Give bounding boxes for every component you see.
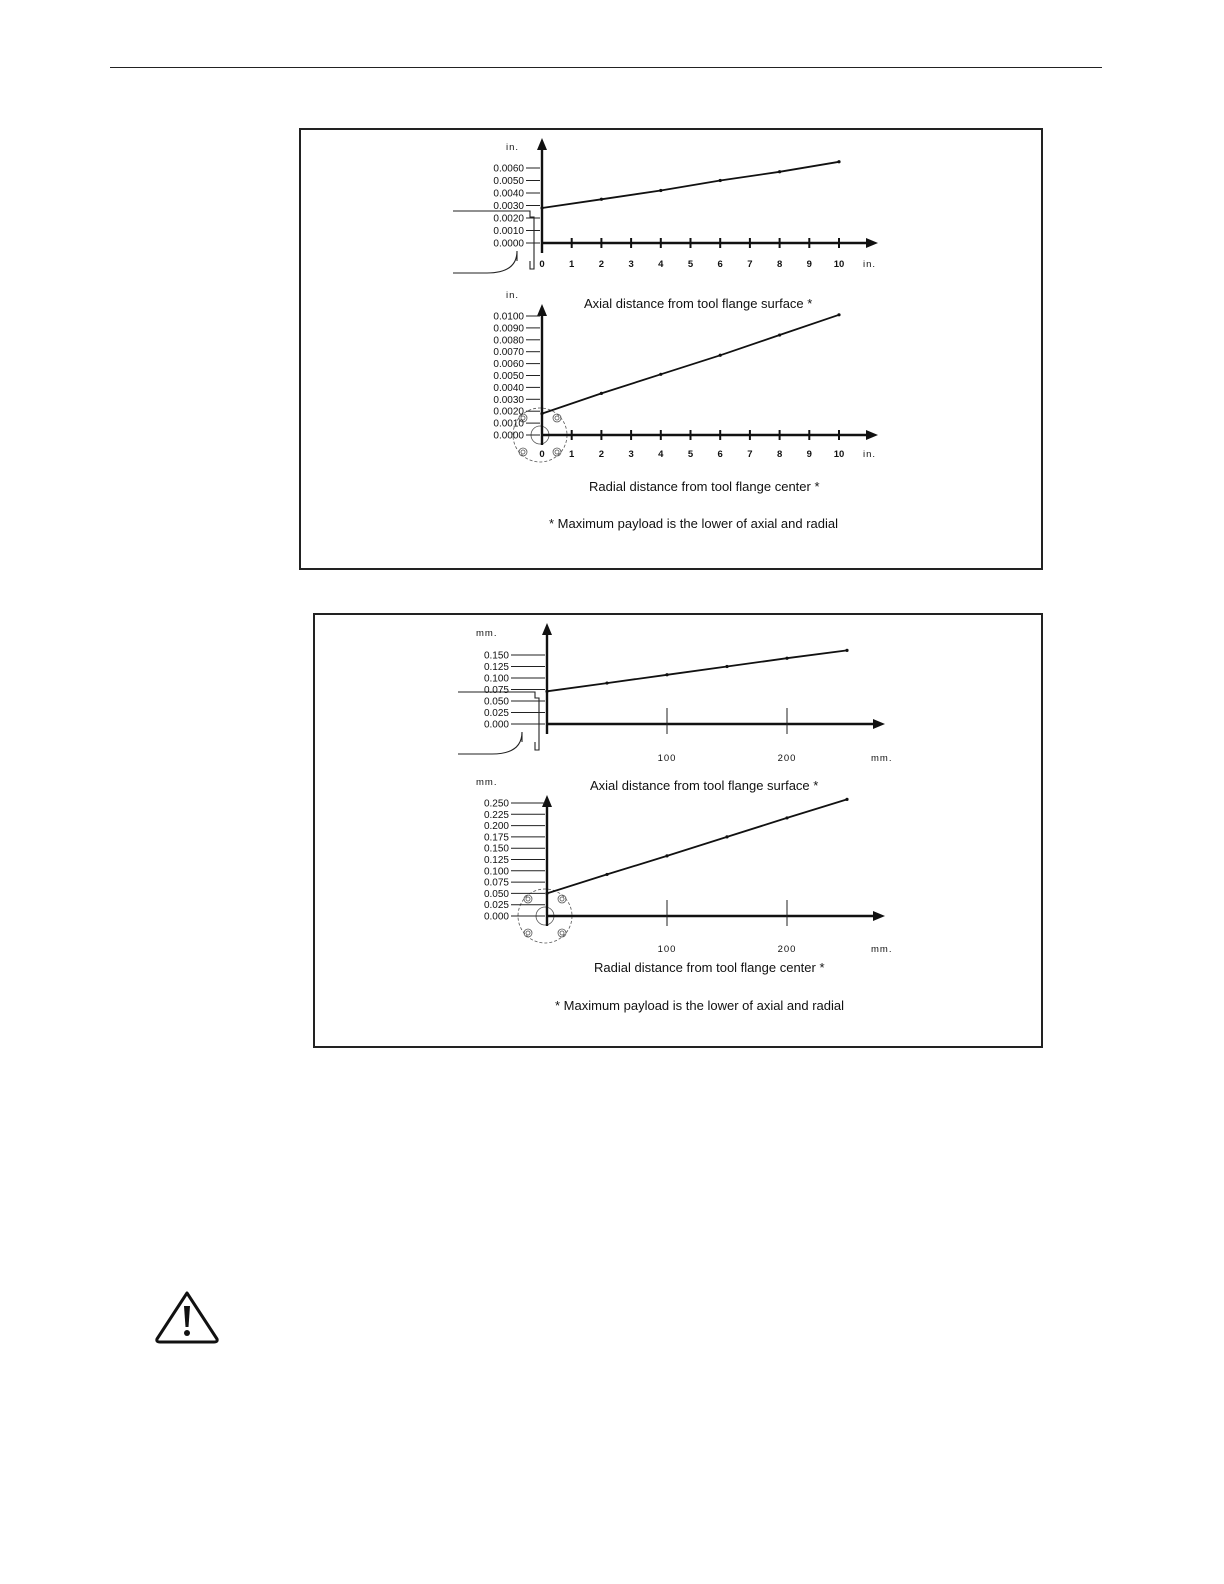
y-tick-label: 0.125 — [483, 662, 509, 673]
x-tick-label: 10 — [833, 449, 845, 460]
y-tick-label: 0.0090 — [493, 323, 524, 335]
x-tick-label: 8 — [776, 449, 783, 460]
x-tick-label: 2 — [598, 259, 605, 270]
x-axis-title: Radial distance from tool flange center * — [589, 479, 820, 494]
flange-bolt-hole — [553, 448, 561, 456]
x-tick-label: 4 — [658, 449, 664, 460]
y-tick-label: 0.100 — [483, 673, 509, 685]
series-point — [659, 373, 662, 376]
series-point — [540, 206, 543, 209]
x-axis-arrow — [866, 430, 878, 440]
y-tick-label: 0.225 — [483, 809, 509, 821]
x-tick-label: 6 — [717, 449, 723, 460]
y-tick-label: 0.0050 — [493, 176, 524, 187]
x-axis-arrow — [873, 719, 885, 729]
y-unit-label: mm. — [476, 777, 498, 788]
x-tick-label: 8 — [776, 259, 783, 270]
series-point — [845, 798, 848, 801]
y-tick-label: 0.000 — [483, 719, 509, 731]
flange-bolt-hole-inner — [560, 931, 564, 935]
x-axis-title: Axial distance from tool flange surface * — [590, 778, 819, 793]
series-point — [785, 657, 788, 660]
x-unit-label: mm. — [871, 944, 893, 955]
series-point — [665, 673, 668, 676]
y-tick-label: 0.0020 — [493, 406, 524, 418]
y-tick-label: 0.0070 — [493, 347, 524, 359]
series-point — [725, 835, 728, 838]
flange-bolt-hole-inner — [560, 897, 564, 901]
x-tick-label: 2 — [598, 449, 605, 460]
series-point — [719, 354, 722, 357]
x-tick-label: 6 — [717, 259, 723, 270]
y-tick-label: 0.0050 — [493, 371, 524, 382]
y-tick-label: 0.0030 — [493, 201, 524, 212]
footnote-inch: * Maximum payload is the lower of axial and radial — [549, 516, 839, 531]
y-tick-label: 0.0040 — [493, 188, 524, 200]
series-line — [542, 162, 839, 208]
flange-bolt-hole — [558, 929, 566, 937]
flange-fillet — [453, 251, 517, 273]
figure-metric — [313, 613, 1043, 1048]
x-tick-label: 9 — [806, 449, 812, 460]
x-tick-label: 7 — [747, 259, 753, 270]
x-tick-label: 10 — [833, 259, 845, 270]
chart-radial-mm — [476, 777, 892, 975]
chart-axial-in — [453, 138, 878, 311]
y-tick-label: 0.0000 — [493, 238, 524, 250]
x-tick-label: 100 — [657, 944, 677, 955]
y-tick-label: 0.075 — [483, 877, 509, 889]
series-point — [778, 333, 781, 336]
y-tick-label: 0.025 — [483, 708, 509, 719]
y-tick-label: 0.000 — [483, 911, 509, 923]
chart-axial-mm — [458, 623, 892, 793]
x-tick-label: 200 — [777, 944, 797, 955]
series-point — [725, 665, 728, 668]
x-unit-label: mm. — [871, 753, 893, 764]
y-tick-label: 0.0030 — [493, 394, 524, 406]
flange-bolt-hole-inner — [555, 450, 559, 454]
y-tick-label: 0.0010 — [493, 418, 524, 430]
flange-bolt-hole — [558, 895, 566, 903]
flange-bolt-hole-inner — [555, 416, 559, 420]
figure-inch — [299, 128, 1043, 570]
x-tick-label: 3 — [628, 449, 634, 460]
x-tick-label: 0 — [539, 449, 545, 460]
flange-bolt-hole — [519, 448, 527, 456]
series-point — [845, 649, 848, 652]
x-tick-label: 1 — [569, 449, 575, 460]
y-tick-label: 0.0100 — [493, 311, 524, 323]
y-tick-label: 0.0000 — [493, 430, 524, 442]
y-tick-label: 0.0060 — [493, 163, 524, 175]
x-tick-label: 5 — [687, 449, 694, 460]
y-tick-label: 0.075 — [483, 685, 509, 696]
y-tick-label: 0.150 — [483, 843, 509, 855]
footnote-metric: * Maximum payload is the lower of axial and radial — [555, 998, 845, 1013]
y-axis-arrow — [542, 795, 552, 807]
y-tick-label: 0.0060 — [493, 359, 524, 371]
y-tick-label: 0.250 — [483, 798, 509, 810]
x-unit-label: in. — [863, 259, 877, 270]
x-axis-title: Axial distance from tool flange surface * — [584, 296, 813, 311]
y-tick-label: 0.025 — [483, 900, 509, 912]
y-axis-arrow — [537, 138, 547, 150]
series-point — [719, 179, 722, 182]
series-point — [778, 170, 781, 173]
y-tick-label: 0.050 — [483, 888, 509, 900]
y-unit-label: in. — [506, 290, 520, 301]
series-point — [540, 412, 543, 415]
series-point — [545, 690, 548, 693]
header-rule — [110, 67, 1102, 68]
y-tick-label: 0.0010 — [493, 226, 524, 237]
series-point — [605, 681, 608, 684]
flange-fillet — [458, 732, 522, 754]
x-tick-label: 7 — [747, 449, 753, 460]
flange-bolt-hole — [553, 414, 561, 422]
series-point — [600, 392, 603, 395]
x-unit-label: in. — [863, 449, 877, 460]
warning-triangle-icon — [153, 1289, 221, 1345]
series-line — [542, 315, 839, 414]
series-point — [600, 198, 603, 201]
x-tick-label: 100 — [657, 753, 677, 764]
y-tick-label: 0.100 — [483, 866, 509, 878]
x-axis-arrow — [873, 911, 885, 921]
y-tick-label: 0.050 — [483, 696, 509, 708]
y-tick-label: 0.0020 — [493, 213, 524, 225]
flange-bolt-hole — [524, 895, 532, 903]
series-point — [785, 816, 788, 819]
flange-bolt-hole — [524, 929, 532, 937]
series-point — [659, 189, 662, 192]
series-point — [545, 892, 548, 895]
x-tick-label: 200 — [777, 753, 797, 764]
flange-bolt-hole-inner — [521, 450, 525, 454]
flange-bolt-hole-inner — [526, 931, 530, 935]
y-tick-label: 0.0080 — [493, 335, 524, 347]
chart-radial-in — [493, 290, 878, 494]
y-unit-label: mm. — [476, 628, 498, 639]
y-tick-label: 0.150 — [483, 650, 509, 662]
x-tick-label: 5 — [687, 259, 694, 270]
figure-inch-svg — [301, 130, 1045, 572]
series-point — [665, 854, 668, 857]
x-tick-label: 1 — [569, 259, 575, 270]
y-tick-label: 0.0040 — [493, 382, 524, 394]
x-axis-arrow — [866, 238, 878, 248]
y-tick-label: 0.175 — [483, 832, 509, 844]
y-axis-arrow — [542, 623, 552, 635]
x-axis-title: Radial distance from tool flange center * — [594, 960, 825, 975]
x-tick-label: 9 — [806, 259, 812, 270]
series-line — [547, 650, 847, 691]
figure-metric-svg — [315, 615, 1045, 1050]
x-tick-label: 0 — [539, 259, 545, 270]
y-tick-label: 0.125 — [483, 855, 509, 866]
y-unit-label: in. — [506, 142, 520, 153]
x-tick-label: 4 — [658, 259, 664, 270]
series-point — [605, 873, 608, 876]
series-line — [547, 799, 847, 893]
y-axis-arrow — [537, 304, 547, 316]
series-point — [837, 160, 840, 163]
series-point — [837, 313, 840, 316]
y-tick-label: 0.200 — [483, 821, 509, 833]
flange-bolt-hole-inner — [526, 897, 530, 901]
x-tick-label: 3 — [628, 259, 634, 270]
